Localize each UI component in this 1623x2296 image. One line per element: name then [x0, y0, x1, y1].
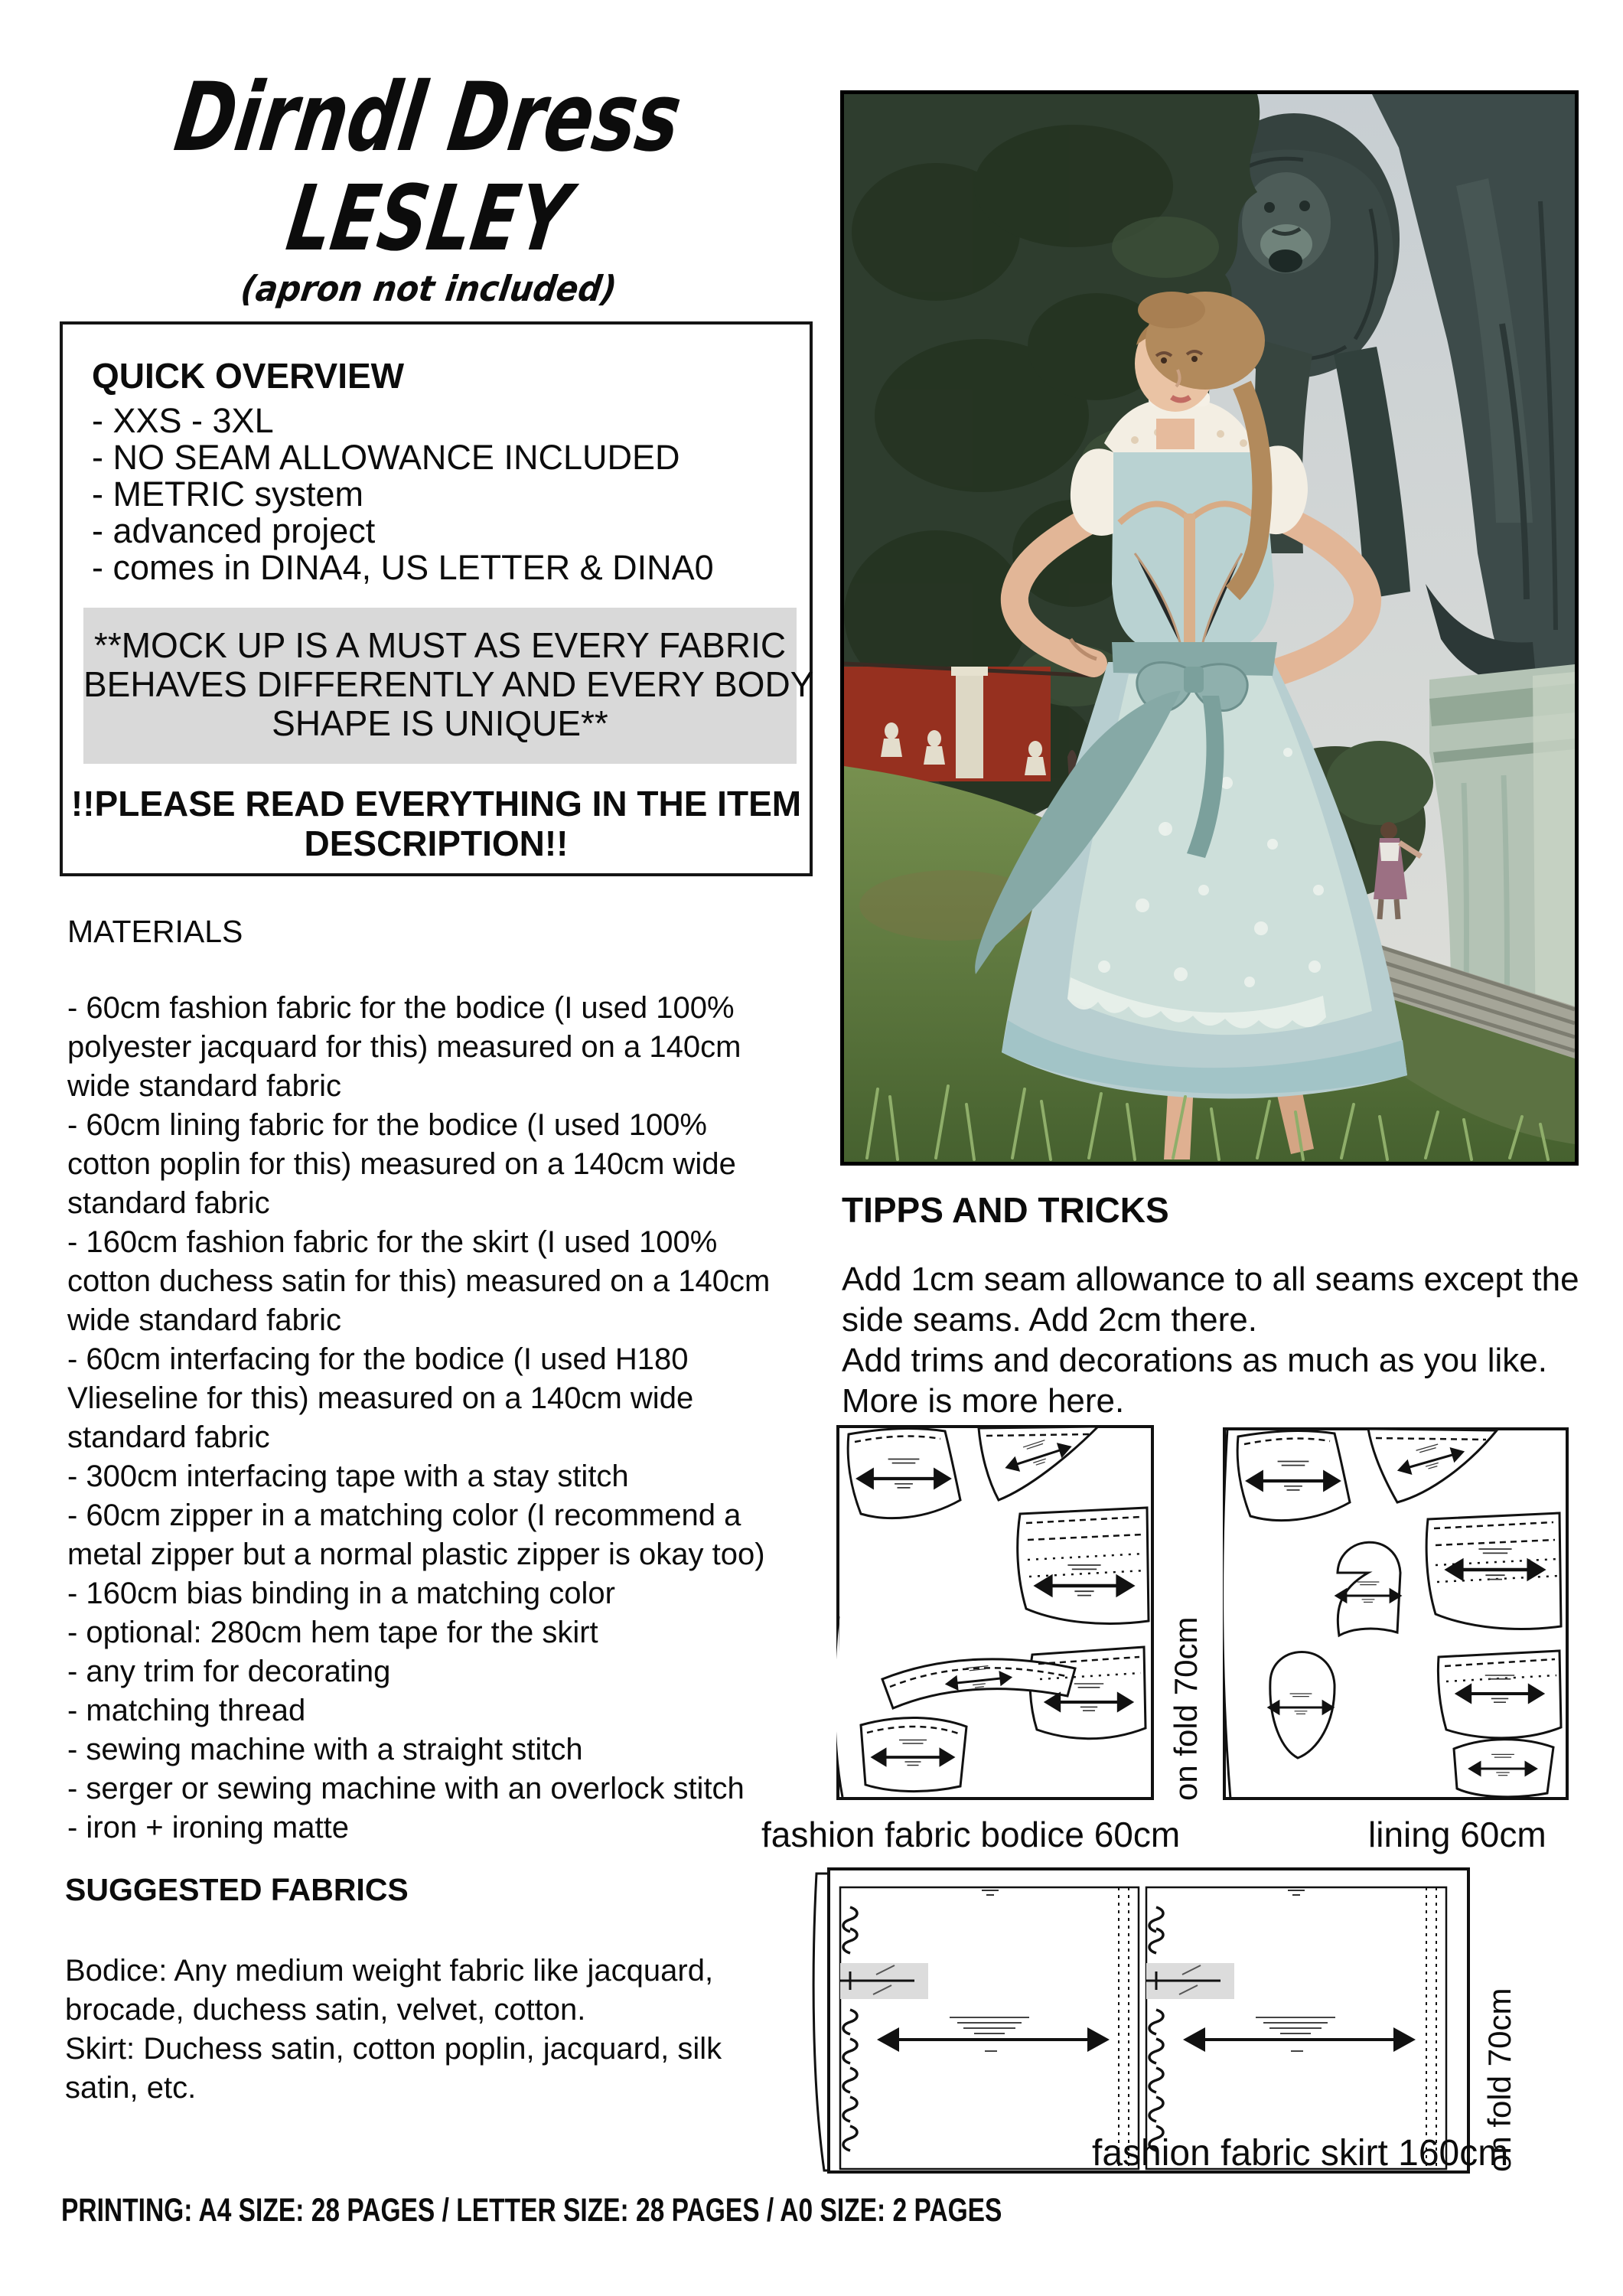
read-description-warning [63, 784, 810, 863]
mockup-notice [83, 608, 814, 764]
materials-line: cotton poplin for this) measured on a 140cm wide [67, 1147, 736, 1181]
bodice-layout-label: fashion fabric bodice 60cm [761, 1815, 1181, 1854]
materials-line: standard fabric [67, 1420, 270, 1454]
suggested-line: Bodice: Any medium weight fabric like jacquard, [65, 1954, 714, 1988]
warning-line: !!PLEASE READ EVERYTHING IN THE ITEM [70, 784, 802, 823]
materials-line: - 160cm bias binding in a matching color [67, 1577, 615, 1610]
tipps-line: Add trims and decorations as much as you like. [842, 1342, 1548, 1379]
quick-overview-heading: QUICK OVERVIEW [92, 356, 405, 396]
materials-line: - matching thread [67, 1694, 306, 1727]
materials-line: - 60cm lining fabric for the bodice (I used 100% [67, 1108, 707, 1142]
dress-photo [840, 90, 1579, 1166]
bow-knot [1184, 667, 1204, 693]
materials-line: - 160cm fashion fabric for the skirt (I used 100% [67, 1225, 718, 1259]
overview-item: - METRIC system [92, 475, 363, 514]
dress-photo-illustration [844, 94, 1575, 1162]
materials-line: - 60cm interfacing for the bodice (I used H180 [67, 1342, 689, 1376]
bodice-layout-diagram [836, 1425, 1154, 1800]
materials-line: - any trim for decorating [67, 1655, 391, 1688]
notice-line: SHAPE IS UNIQUE** [272, 703, 608, 743]
materials-line: Vlieseline for this) measured on a 140cm wide [67, 1381, 694, 1415]
tipps-text [842, 1259, 1579, 1421]
suggested-fabrics-heading: SUGGESTED FABRICS [65, 1872, 409, 1907]
quick-overview-box [60, 321, 813, 876]
materials-line: - optional: 280cm hem tape for the skirt [67, 1616, 598, 1649]
materials-line: - 60cm zipper in a matching color (I recommend a [67, 1499, 741, 1532]
materials-line: - 60cm fashion fabric for the bodice (I used 100% [67, 991, 735, 1025]
overview-item: - NO SEAM ALLOWANCE INCLUDED [92, 438, 680, 477]
page-subtitle: (apron not included) [238, 268, 619, 310]
printing-info: PRINTING: A4 SIZE: 28 PAGES / LETTER SIZE: 28 PAGES / A0 SIZE: 2 PAGES [61, 2192, 1002, 2229]
skirt-layout-label: fashion fabric skirt 160cm [1092, 2133, 1509, 2174]
skirt-fold-label: on fold 70cm [1481, 1988, 1517, 2172]
suggested-line: Skirt: Duchess satin, cotton poplin, jacquard, silk [65, 2032, 722, 2066]
suggested-line: brocade, duchess satin, velvet, cotton. [65, 1993, 586, 2027]
materials-list [67, 989, 770, 1848]
materials-line: wide standard fabric [67, 1069, 341, 1103]
tipps-line: Add 1cm seam allowance to all seams except the [842, 1261, 1579, 1298]
lining-layout-label: lining 60cm [1368, 1815, 1546, 1854]
materials-line: - iron + ironing matte [67, 1811, 349, 1844]
tipps-heading: TIPPS AND TRICKS [842, 1190, 1169, 1230]
notice-line: **MOCK UP IS A MUST AS EVERY FABRIC [93, 625, 787, 665]
lining-layout-diagram [1223, 1427, 1569, 1800]
skirt-piece [1146, 1887, 1446, 2169]
overview-item: - XXS - 3XL [92, 401, 274, 440]
materials-line: - serger or sewing machine with an overlock stitch [67, 1772, 745, 1805]
materials-line: metal zipper but a normal plastic zipper is okay too) [67, 1538, 765, 1571]
tipps-line: side seams. Add 2cm there. [842, 1301, 1257, 1339]
materials-line: - sewing machine with a straight stitch [67, 1733, 583, 1766]
materials-heading: MATERIALS [67, 914, 243, 949]
quick-overview-list [92, 403, 714, 586]
skirt-layout-diagram [810, 1867, 1470, 2174]
notice-line: BEHAVES DIFFERENTLY AND EVERY BODY [83, 664, 814, 704]
overview-item: - advanced project [92, 511, 376, 550]
bodice-fold-label: on fold 70cm [1168, 1616, 1204, 1801]
skirt-piece [840, 1887, 1139, 2169]
materials-line: cotton duchess satin for this) measured on a 140cm [67, 1264, 771, 1298]
overview-item: - comes in DINA4, US LETTER & DINA0 [92, 548, 714, 587]
suggested-fabrics-text [65, 1952, 722, 2108]
suggested-line: satin, etc. [65, 2071, 197, 2105]
tipps-line: More is more here. [842, 1382, 1125, 1420]
title-block [46, 63, 811, 310]
materials-line: polyester jacquard for this) measured on a 140cm [67, 1030, 741, 1064]
materials-line: standard fabric [67, 1186, 270, 1220]
page-title: Dirndl Dress [169, 63, 688, 173]
materials-line: wide standard fabric [67, 1303, 341, 1337]
warning-line: DESCRIPTION!! [304, 823, 569, 863]
materials-line: - 300cm interfacing tape with a stay stitch [67, 1459, 629, 1493]
page-title-name: LESLEY [281, 165, 577, 272]
